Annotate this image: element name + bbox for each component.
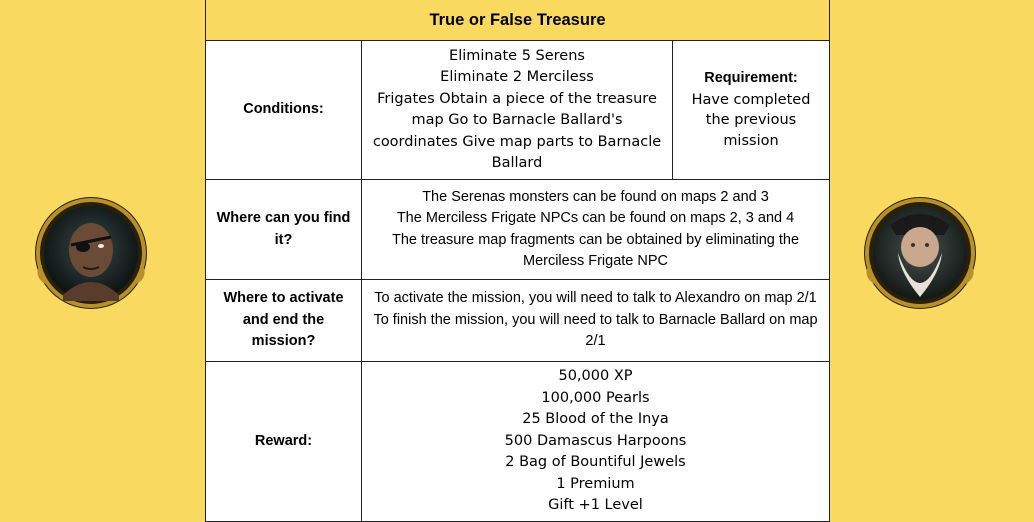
where-activate-line: 2/1 <box>585 333 606 350</box>
reward-line: 1 Premium <box>556 475 635 492</box>
mission-title: True or False Treasure <box>206 0 830 41</box>
conditions-line: Eliminate 5 Serens <box>449 47 585 64</box>
where-find-label: Where can you find it? <box>206 180 362 280</box>
conditions-line: Frigates Obtain a piece of the treasure <box>377 90 657 107</box>
where-activate-line: To finish the mission, you will need to talk to Barnacle Ballard on map <box>373 311 818 328</box>
conditions-line: Eliminate 2 Merciless <box>440 69 594 85</box>
mission-table <box>205 0 830 522</box>
reward-value <box>362 362 830 522</box>
requirement-line: mission <box>723 133 779 150</box>
reward-line: Gift +1 Level <box>548 497 643 514</box>
where-activate-label: Where to activate and end the mission? <box>206 280 362 362</box>
requirement-label: Requirement: <box>704 70 798 87</box>
where-find-line: The Serenas monsters can be found on maps 2 and 3 <box>422 188 769 205</box>
conditions-label: Conditions: <box>206 41 362 180</box>
conditions-line: coordinates Give map parts to Barnacle <box>372 133 662 150</box>
reward-line: 25 Blood of the Inya <box>522 411 669 428</box>
conditions-value <box>362 41 673 180</box>
conditions-line: map Go to Barnacle Ballard's <box>411 112 623 128</box>
reward-line: 50,000 XP <box>558 368 633 385</box>
npc-portrait-left <box>33 195 149 311</box>
where-find-value <box>362 180 830 280</box>
npc-portrait-right <box>862 195 978 311</box>
requirement-line: the previous <box>705 112 797 129</box>
where-find-line: Merciless Frigate NPC <box>522 253 669 269</box>
where-find-line: The Merciless Frigate NPCs can be found on maps 2, 3 and 4 <box>396 210 795 226</box>
where-activate-value <box>362 280 830 362</box>
requirement-line: Have completed <box>691 91 811 108</box>
conditions-line: Ballard <box>491 155 543 171</box>
requirement-cell <box>673 41 830 180</box>
reward-line: 2 Bag of Bountiful Jewels <box>505 454 686 471</box>
reward-line: 100,000 Pearls <box>541 389 650 406</box>
reward-label: Reward: <box>206 362 362 522</box>
where-find-line: The treasure map fragments can be obtained by eliminating the <box>391 231 800 248</box>
where-activate-line: To activate the mission, you will need to talk to Alexandro on map 2/1 <box>374 290 817 307</box>
reward-line: 500 Damascus Harpoons <box>504 432 687 449</box>
